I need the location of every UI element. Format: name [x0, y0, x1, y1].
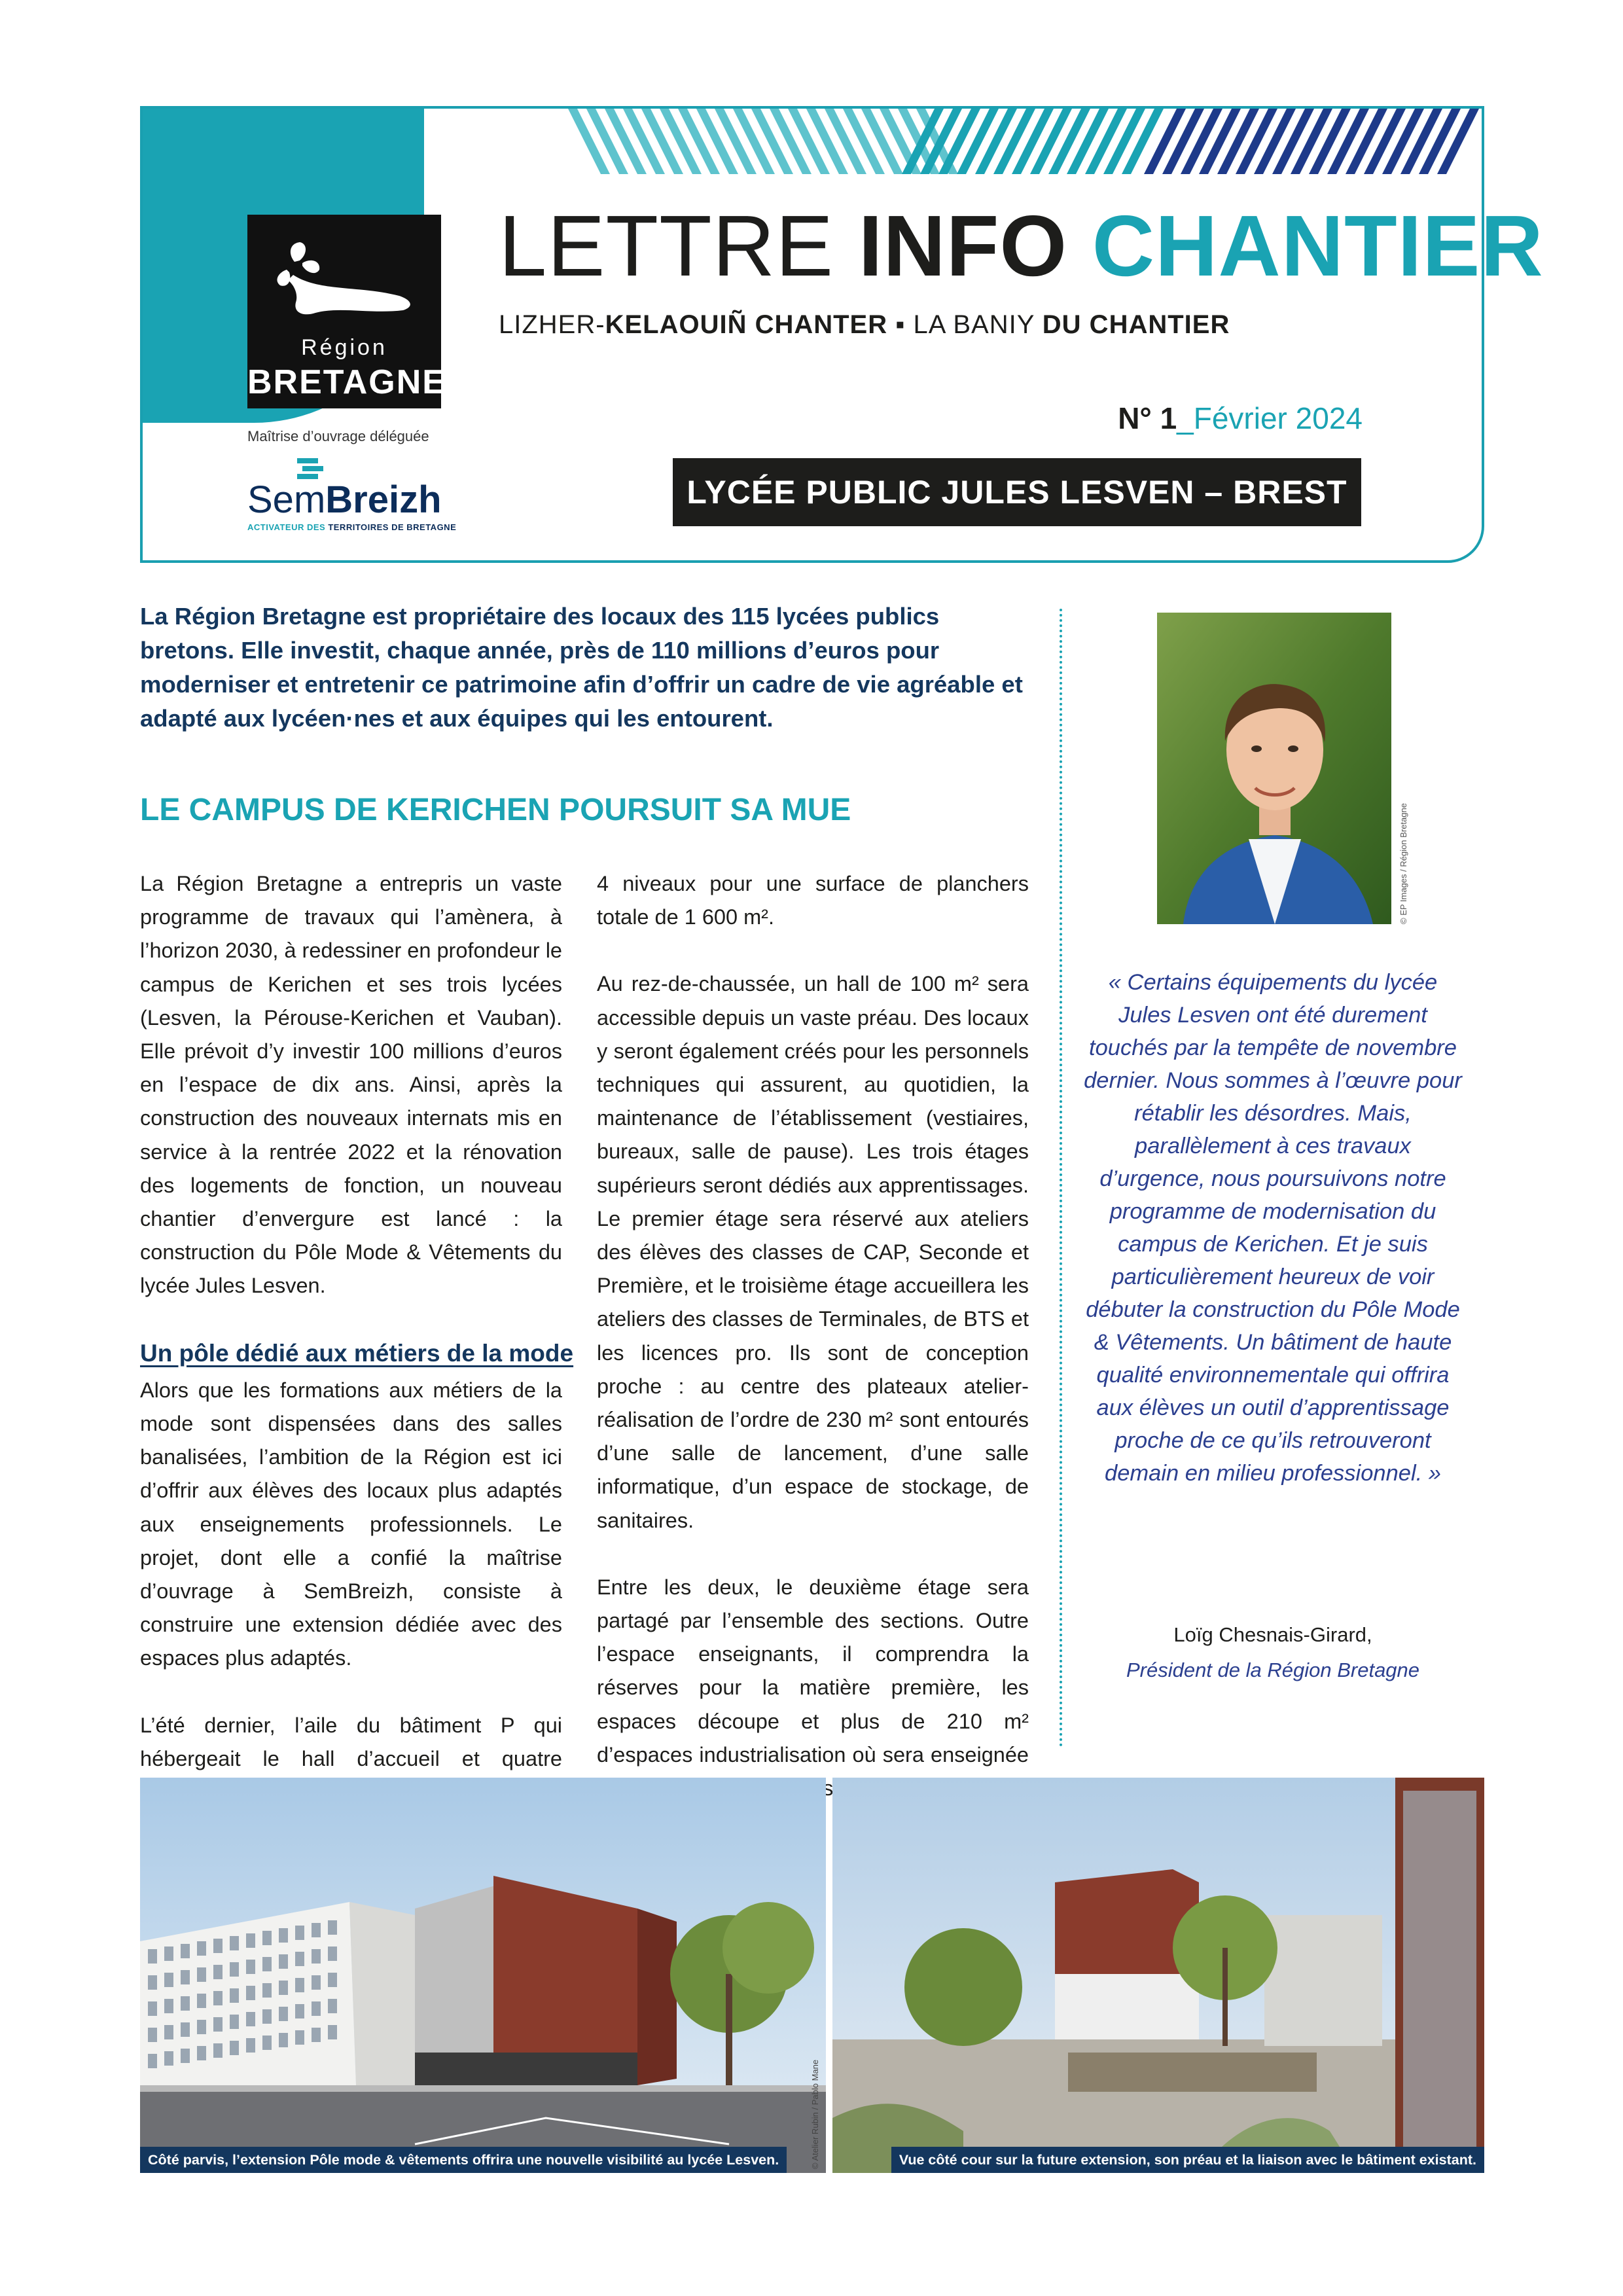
article-column-2 [597, 867, 1029, 1805]
stripes-decoration [424, 109, 1484, 174]
quote-author-name: Loïg Chesnais-Girard, [1173, 1623, 1372, 1646]
sembreizh-tagline [247, 522, 456, 532]
article-heading: LE CAMPUS DE KERICHEN POURSUIT SA MUE [140, 793, 851, 827]
newsletter-subtitle [499, 310, 1230, 340]
region-label: Région [301, 335, 387, 360]
article-paragraph: 4 niveaux pour une surface de planchers totale de 1 600 m². [597, 872, 1029, 929]
region-bretagne-logo [247, 215, 446, 408]
article-paragraph: L’été dernier, l’aile du bâtiment P qui hébergeait le hall d’accueil et quatre [140, 1713, 562, 1770]
title-lettre: LETTRE [499, 198, 859, 294]
newsletter-title [499, 200, 1544, 292]
rendering-parvis-image [140, 1778, 826, 2173]
tagline-part2: TERRITOIRES DE BRETAGNE [325, 522, 457, 532]
article-paragraph: Au rez-de-chaussée, un hall de 100 m² sera accessible depuis un vaste préau. Des locaux y seront également créés pour les personnels techniques qui assurent, au quotidien, la maintenance de l’établissement (vestiaires, bureaux, salle de pause). Les trois étages supérieurs seront dédiés aux apprentissages. Le premier étage sera réservé aux ateliers des élèves des classes de CAP, Seconde et Première, et le troisième étage accueillera les ateliers des classes de Terminales, de BTS et les licences pro. Ils sont de conception proche : au centre des plateaux atelier-réalisation de l’ordre de 230 m² sont entourés d’une salle de lancement, d’une salle informatique, d’un espace de stockage, de sanitaires. [597, 972, 1029, 1532]
sembreizh-mark-icon [297, 458, 323, 480]
title-info: INFO [858, 198, 1092, 294]
sem-part: Sem [247, 478, 326, 521]
bretagne-label: BRETAGNE [247, 363, 446, 401]
article-paragraph: Entre les deux, le deuxième étage sera partagé par l’ensemble des sections. Outre l’espace enseignants, il comprendra la réserves pour la matière première, les espaces découpe et plus de 210 m² d’espaces industrialisation où sera enseignée [597, 1575, 1029, 1767]
subtitle-separator: ▪ [887, 310, 914, 339]
article-paragraph: Alors que les formations aux métiers de la mode sont dispensées dans des salles banalisées, l’ambition de la Région est ici d’offrir aux élèves des locaux plus adaptés aux enseignements professionnels. Le projet, dont elle a confié la maîtrise d’ouvrage à SemBreizh, consiste à construire une extension dédiée avec des espaces plus adaptés. [140, 1378, 562, 1670]
photo-credit: © Atelier Rubin / Pablo Mane [810, 2059, 820, 2169]
article-subheading: Un pôle dédié aux métiers de la mode [140, 1339, 574, 1367]
issue-date: _Février 2024 [1177, 401, 1363, 435]
breizh-part: Breizh [325, 478, 442, 521]
issue-number: N° 1 [1118, 401, 1177, 435]
portrait-credit: © EP Images / Région Bretagne [1399, 803, 1408, 924]
school-banner: LYCÉE PUBLIC JULES LESVEN – BREST [673, 458, 1361, 526]
president-quote: « Certains équipements du lycée Jules Lesven ont été durement touchés par la tempête de novembre dernier. Nous sommes à l’œuvre pour rétablir les désordres. Mais, parallèlement à ces travaux d’urgence, nous poursuivons notre programme de modernisation du campus de Kerichen. Et je suis particulièrement heureux de voir débuter la construction du Pôle Mode & Vêtements. Un bâtiment de haute qualité environnementale qui offrira aux élèves un outil d’apprentissage proche de ce qu’ils retrouveront demain en milieu professionnel. » [1084, 970, 1462, 1486]
sembreizh-logo [247, 458, 457, 530]
photo-caption-right: Vue côté cour sur la future extension, son préau et la liaison avec le bâtiment existant. [891, 2147, 1484, 2173]
intro-paragraph: La Région Bretagne est propriétaire des locaux des 115 lycées publics bretons. Elle investit, chaque année, près de 110 millions d’euros pour moderniser et entretenir ce patrimoine afin d’offrir un cadre de vie agréable et adapté aux lycéen·nes et aux équipes qui les entourent. [140, 603, 1023, 732]
quote-author-role: Président de la Région Bretagne [1126, 1659, 1420, 1681]
rendering-cour-image [832, 1778, 1484, 2173]
issue-info [1118, 401, 1363, 436]
tagline-part1: ACTIVATEUR DES [247, 522, 326, 532]
president-portrait [1157, 613, 1391, 924]
article-column-1 [140, 867, 574, 1876]
photo-caption-left: Côté parvis, l’extension Pôle mode & vêtements offrira une nouvelle visibilité au lycée Lesven. [140, 2147, 787, 2173]
delegated-label: Maîtrise d’ouvrage déléguée [247, 428, 429, 444]
sembreizh-wordmark [247, 478, 442, 522]
subtitle-part2: KELAOUIÑ CHANTER [605, 310, 888, 339]
column-divider [1060, 609, 1062, 1748]
subtitle-part1: LIZHER- [499, 310, 605, 339]
subtitle-part3: LA BANIY [913, 310, 1043, 339]
subtitle-part4: DU CHANTIER [1042, 310, 1230, 339]
title-chantier: CHANTIER [1092, 198, 1544, 294]
article-paragraph: La Région Bretagne a entrepris un vaste programme de travaux qui l’amènera, à l’horizon 2030, à redessiner en profondeur le campus de Kerichen et ses trois lycées (Lesven, la Pérouse-Kerichen et Vauban). Elle prévoit d’y investir 100 millions d’euros en l’espace de dix ans. Ainsi, après la construction des nouveaux internats mis en service à la rentrée 2022 et la rénovation des logements de fonction, un nouveau chantier d’envergure est lancé : la construction du Pôle Mode & Vêtements du lycée Jules Lesven. [140, 872, 563, 1298]
